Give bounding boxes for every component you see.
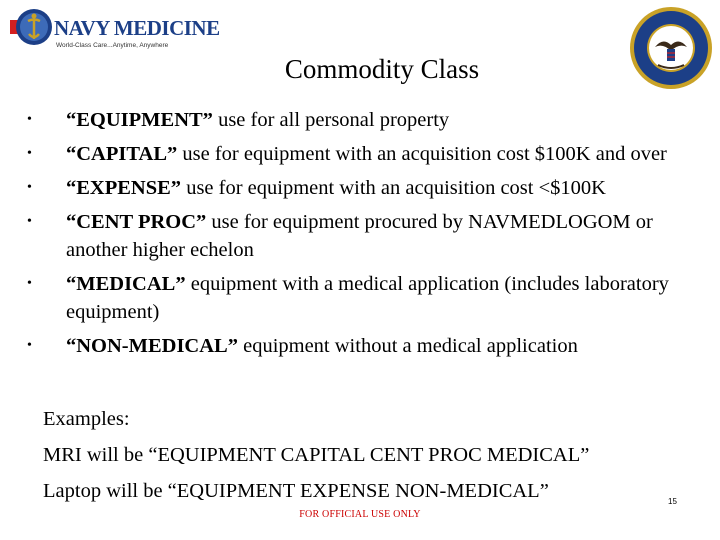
bullet-item-cent-proc — [27, 208, 707, 264]
bullet-text: use for all personal property — [212, 109, 450, 131]
page-number: 15 — [668, 497, 677, 506]
logo-wordmark: NAVY MEDICINE — [54, 16, 220, 40]
bullet-keyword: “EXPENSE” — [66, 177, 182, 199]
bullet-keyword: “MEDICAL” — [66, 273, 186, 295]
bullet-icon: • — [27, 146, 32, 161]
example-line-mri: MRI will be “EQUIPMENT CAPITAL CENT PROC MEDICAL” — [43, 444, 590, 466]
bullet-item-equipment — [27, 106, 707, 134]
bullet-item-non-medical — [27, 332, 707, 360]
navy-medicine-emblem-icon — [10, 6, 52, 48]
footer-classification: FOR OFFICIAL USE ONLY — [299, 509, 421, 520]
bullet-keyword: “CENT PROC” — [66, 211, 207, 233]
bullet-icon: • — [27, 338, 32, 353]
commodity-class-list — [27, 106, 707, 366]
bullet-text: equipment without a medical application — [237, 335, 578, 357]
bullet-item-expense — [27, 174, 707, 202]
bullet-text: equipment with a medical application (includes laboratory equipment) — [66, 273, 669, 323]
examples-block — [43, 401, 589, 509]
slide-title: Commodity Class — [284, 54, 480, 84]
bullet-text: use for equipment with an acquisition cost $100K and over — [177, 143, 667, 165]
bullet-keyword: “NON-MEDICAL” — [66, 335, 238, 357]
bullet-item-medical — [27, 270, 707, 326]
navy-medicine-logo — [6, 4, 220, 54]
bullet-text: use for equipment with an acquisition cost <$100K — [181, 177, 606, 199]
bullet-icon: • — [27, 112, 32, 127]
logo-tagline: World-Class Care...Anytime, Anywhere — [56, 42, 169, 49]
bullet-icon: • — [27, 276, 32, 291]
bullet-icon: • — [27, 180, 32, 195]
bullet-keyword: “EQUIPMENT” — [66, 109, 213, 131]
bullet-keyword: “CAPITAL” — [66, 143, 178, 165]
example-line-laptop: Laptop will be “EQUIPMENT EXPENSE NON-MEDICAL” — [43, 480, 549, 502]
examples-heading: Examples: — [43, 408, 130, 430]
bullet-item-capital — [27, 140, 707, 168]
bullet-icon: • — [27, 214, 32, 229]
bullet-text: use for equipment procured by NAVMEDLOGOM or another higher echelon — [66, 211, 653, 261]
